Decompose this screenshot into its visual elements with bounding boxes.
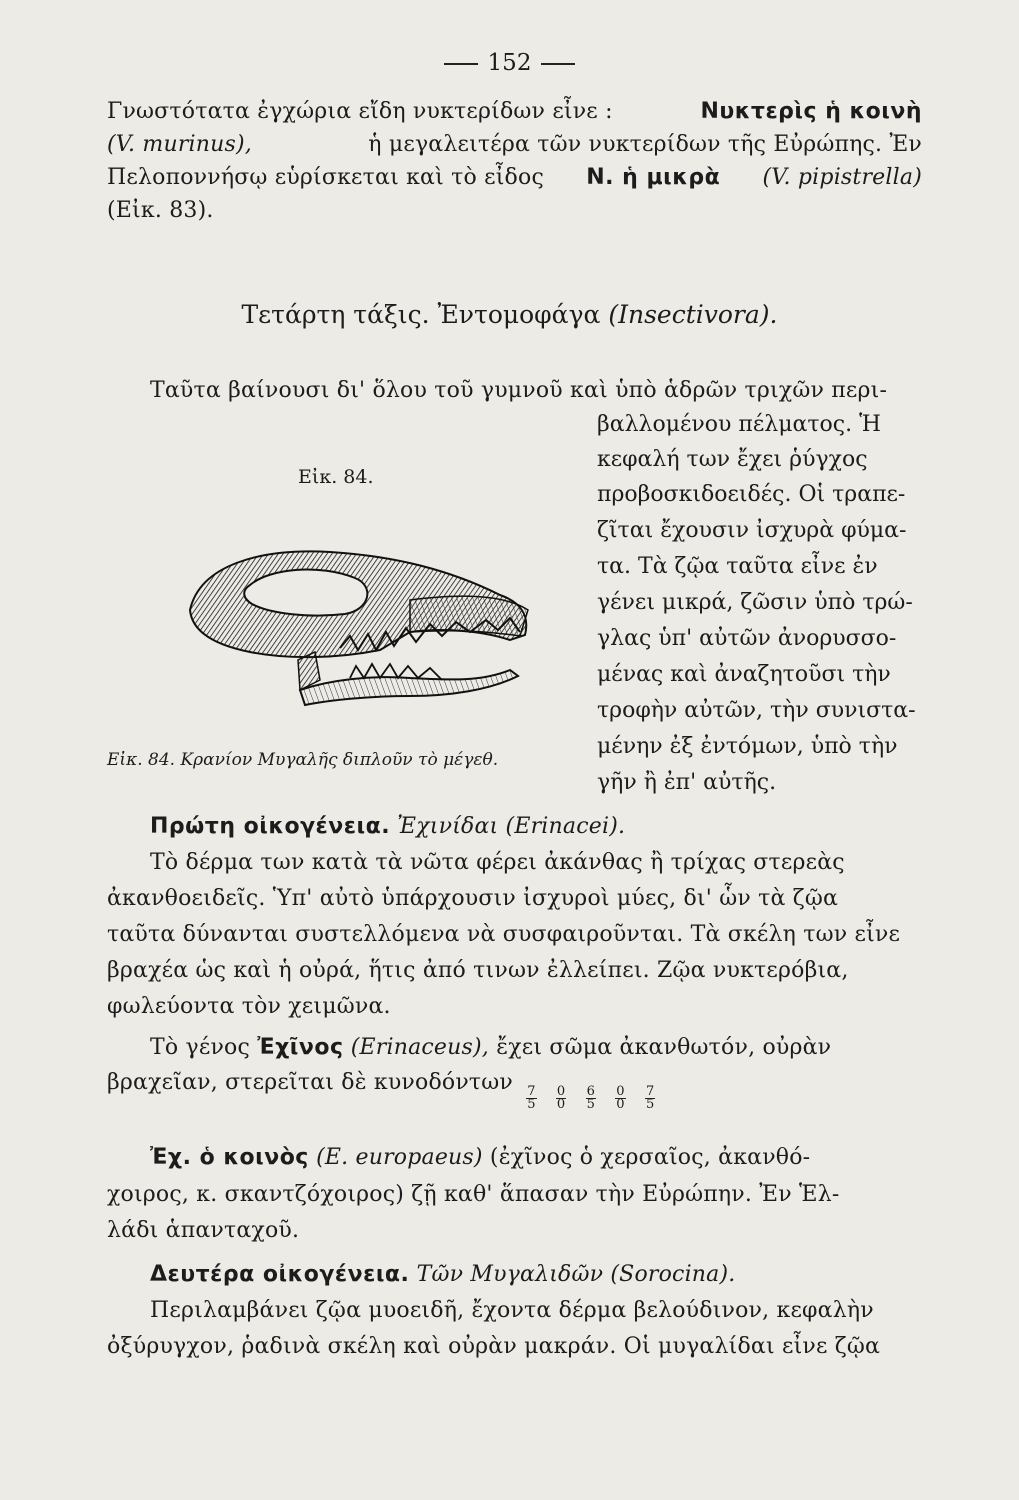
family1-heading [150, 812, 625, 842]
column-line: ζῖται ἔχουσιν ἰσχυρὰ φύμα- [597, 518, 907, 543]
dental-fraction [526, 1086, 536, 1111]
family1-line: βραχέα ὡς καὶ ἡ οὐρά, ἥτις ἀπό τινων ἐλλείπει. Ζῷα νυκτερόβια, [107, 958, 849, 983]
fraction-num: 0 [556, 1084, 566, 1099]
figure-label: Εἰκ. 84. [298, 466, 374, 488]
fraction-den: 5 [527, 1097, 536, 1112]
family1-line: φωλεύοντα τὸν χειμῶνα. [107, 994, 391, 1019]
family1-line: ἀκανθοειδεῖς. Ὑπ' αὐτὸ ὑπάρχουσιν ἰσχυροὶ μύες, δι' ὧν τὰ ζῷα [107, 886, 839, 911]
family2-line: Περιλαμβάνει ζῷα μυοειδῆ, ἔχοντα δέρμα βελούδινον, κεφαλὴν [150, 1298, 874, 1323]
column-line: γλας ὑπ' αὐτῶν ἀνορυσσο- [597, 626, 897, 651]
column-line: γῆν ἢ ἐπ' αὐτῆς. [597, 770, 777, 795]
figure-caption: Εἰκ. 84. Κρανίον Μυγαλῆς διπλοῦν τὸ μέγεθ. [107, 750, 499, 770]
para1-line2 [107, 130, 922, 160]
species-latin: (E. europaeus) [316, 1145, 483, 1170]
dental-fraction [615, 1086, 625, 1111]
para1-line3 [107, 163, 922, 193]
family1-line: ταῦτα δύνανται συστελλόμενα νὰ συσφαιροῦνται. Τὰ σκέλη των εἶνε [107, 922, 901, 947]
fraction-num: 7 [645, 1084, 655, 1099]
section-heading [0, 300, 1019, 329]
species-line2: χοιρος, κ. σκαντζόχοιρος) ζῇ καθ' ἅπασαν τὴν Εὐρώπην. Ἐν Ἑλ- [107, 1182, 840, 1207]
column-line: προβοσκιδοειδές. Οἱ τραπε- [597, 482, 906, 507]
latin-name: (V. murinus), [107, 132, 252, 157]
dental-fraction [556, 1086, 566, 1111]
fraction-den: 5 [645, 1097, 655, 1112]
fraction-den: 5 [586, 1097, 596, 1112]
column-line: μένας καὶ ἀναζητοῦσι τὴν [597, 662, 891, 687]
family-title: Δευτέρα οἰκογένεια. [150, 1262, 410, 1287]
dental-fraction [645, 1086, 655, 1111]
column-line: τροφὴν αὐτῶν, τὴν συνιστα- [597, 698, 916, 723]
family1-line: Τὸ δέρμα των κατὰ τὰ νῶτα φέρει ἀκάνθας ἢ τρίχας στερεὰς [150, 850, 845, 875]
dental-text: βραχεῖαν, στερεῖται δὲ κυνοδόντων [107, 1070, 514, 1095]
heading-latin: (Insectivora). [608, 300, 778, 329]
latin-name: (V. pipistrella) [762, 165, 922, 190]
para1-line4: (Εἰκ. 83). [107, 198, 214, 223]
fraction-den: 0 [556, 1097, 566, 1112]
species-name: Ἐχ. ὁ κοινὸς [150, 1145, 309, 1170]
para1-text: ἡ μεγαλειτέρα τῶν νυκτερίδων τῆς Εὐρώπης. Ἐν [368, 132, 922, 157]
dental-fraction [586, 1086, 596, 1111]
para1-line1 [107, 97, 922, 127]
fraction-num: 7 [527, 1084, 536, 1099]
family-title: Πρώτη οἰκογένεια. [150, 814, 391, 839]
heading-text: Τετάρτη τάξις. Ἐντομοφάγα [241, 300, 601, 329]
genus-line [150, 1033, 831, 1063]
column-line: μένην ἐξ ἐντόμων, ὑπὸ τὴν [597, 734, 898, 759]
dental-line [107, 1068, 661, 1111]
fraction-num: 6 [586, 1084, 596, 1099]
fraction-den: 0 [616, 1097, 625, 1112]
page-number-text: 152 [487, 50, 532, 76]
column-line: γένει μικρά, ζῶσιν ὑπὸ τρώ- [597, 590, 913, 615]
species-name: Ν. ἡ μικρὰ [586, 165, 721, 190]
fraction-num: 0 [616, 1084, 625, 1099]
family-name: Ἐχινίδαι (Erinacei). [397, 814, 626, 839]
genus-text: ἔχει σῶμα ἀκανθωτόν, οὐρὰν [496, 1035, 832, 1060]
species-line3: λάδι ἁπανταχοῦ. [107, 1218, 300, 1243]
para1-text: Πελοποννήσῳ εὑρίσκεται καὶ τὸ εἶδος [107, 165, 544, 190]
column-line: τα. Τὰ ζῷα ταῦτα εἶνε ἐν [597, 554, 878, 579]
dash-right [541, 63, 575, 65]
species-line1 [150, 1143, 810, 1173]
page-number [0, 50, 1019, 76]
dash-left [444, 63, 478, 65]
column-line: κεφαλή των ἔχει ῥύγχος [597, 447, 868, 472]
genus-latin: (Erinaceus), [350, 1035, 489, 1060]
genus-text: Τὸ γένος [150, 1035, 250, 1060]
genus-name: Ἐχῖνος [257, 1035, 344, 1060]
family-name: Τῶν Μυγαλιδῶν (Sorocina). [416, 1262, 736, 1287]
species-text: (ἐχῖνος ὁ χερσαῖος, ἀκανθό- [489, 1145, 811, 1170]
para1-text: Γνωστότατα ἐγχώρια εἴδη νυκτερίδων εἶνε : [107, 99, 613, 124]
family2-line: ὀξύρυγχον, ῥαδινὰ σκέλη καὶ οὐρὰν μακράν. Οἱ μυγαλίδαι εἶνε ζῷα [107, 1334, 881, 1359]
para2-line1: Ταῦτα βαίνουσι δι' ὅλου τοῦ γυμνοῦ καὶ ὑπὸ ἁδρῶν τριχῶν περι- [150, 378, 888, 403]
species-name: Νυκτερὶς ἡ κοινὴ [700, 99, 922, 124]
shrew-skull-illustration [180, 540, 540, 720]
column-line: βαλλομένου πέλματος. Ἡ [597, 412, 881, 437]
family2-heading [150, 1260, 735, 1290]
